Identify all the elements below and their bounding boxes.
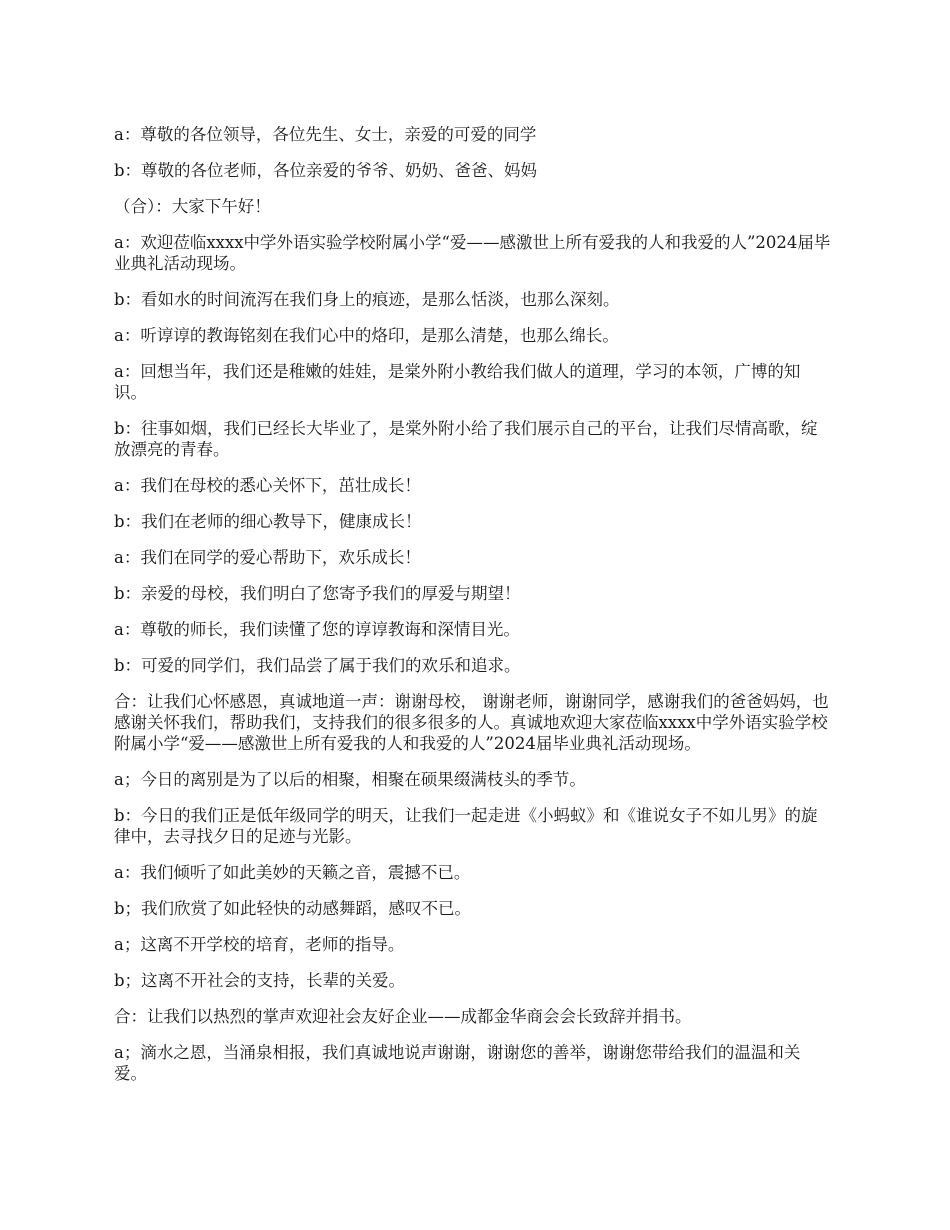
paragraph: b：往事如烟，我们已经长大毕业了，是棠外附小给了我们展示自己的平台，让我们尽情高歌，绽放漂亮的青春。 bbox=[114, 419, 818, 459]
paragraph: b：今日的我们正是低年级同学的明天，让我们一起走进《小蚂蚁》和《谁说女子不如儿男》的旋律中，去寻找夕日的足迹与光影。 bbox=[114, 806, 818, 846]
paragraph: a：欢迎莅临xxxx中学外语实验学校附属小学“爱——感激世上所有爱我的人和我爱的人”2024届毕业典礼活动现场。 bbox=[114, 233, 831, 273]
paragraph: b：看如水的时间流泻在我们身上的痕迹，是那么恬淡，也那么深刻。 bbox=[114, 290, 620, 309]
paragraph: a：尊敬的各位领导，各位先生、女士，亲爱的可爱的同学 bbox=[114, 125, 537, 144]
paragraph: b；这离不开社会的支持，长辈的关爱。 bbox=[114, 971, 406, 990]
paragraph: a：我们倾听了如此美妙的天籁之音，震撼不已。 bbox=[114, 863, 471, 882]
paragraph: a：听谆谆的教诲铭刻在我们心中的烙印，是那么清楚，也那么绵长。 bbox=[114, 326, 619, 345]
paragraph: 合：让我们以热烈的掌声欢迎社会友好企业——成都金华商会会长致辞并捐书。 bbox=[114, 1007, 692, 1026]
paragraph: a；滴水之恩，当涌泉相报，我们真诚地说声谢谢，谢谢您的善举，谢谢您带给我们的温温和关爱。 bbox=[114, 1043, 801, 1083]
paragraph: b：我们在老师的细心教导下，健康成长！ bbox=[114, 512, 422, 531]
paragraph: a；这离不开学校的培育，老师的指导。 bbox=[114, 935, 405, 954]
paragraph: a：尊敬的师长，我们读懂了您的谆谆教诲和深情目光。 bbox=[114, 620, 520, 639]
paragraph: a；今日的离别是为了以后的相聚，相聚在硕果缀满枝头的季节。 bbox=[114, 770, 586, 789]
paragraph: a：回想当年，我们还是稚嫩的娃娃，是棠外附小教给我们做人的道理，学习的本领，广博的知识。 bbox=[114, 362, 801, 402]
paragraph: b：亲爱的母校，我们明白了您寄予我们的厚爱与期望！ bbox=[114, 584, 521, 603]
paragraph: a：我们在母校的悉心关怀下，茁壮成长！ bbox=[114, 476, 421, 495]
paragraph: （合）：大家下午好！ bbox=[114, 197, 271, 216]
paragraph: b：尊敬的各位老师，各位亲爱的爷爷、奶奶、爸爸、妈妈 bbox=[114, 161, 538, 180]
paragraph: b；我们欣赏了如此轻快的动感舞蹈，感叹不已。 bbox=[114, 899, 472, 918]
paragraph: 合：让我们心怀感恩，真诚地道一声：谢谢母校， 谢谢老师，谢谢同学，感谢我们的爸爸妈妈，也感谢关怀我们，帮助我们，支持我们的很多很多的人。真诚地欢迎大家莅临xxxx中学外语实验学校附属小学“爱——感激世上所有爱我的人和我爱的人”2024届毕业典礼活动现场。 bbox=[114, 692, 829, 753]
paragraph: a：我们在同学的爱心帮助下，欢乐成长！ bbox=[114, 548, 421, 567]
paragraph: b：可爱的同学们，我们品尝了属于我们的欢乐和追求。 bbox=[114, 656, 521, 675]
